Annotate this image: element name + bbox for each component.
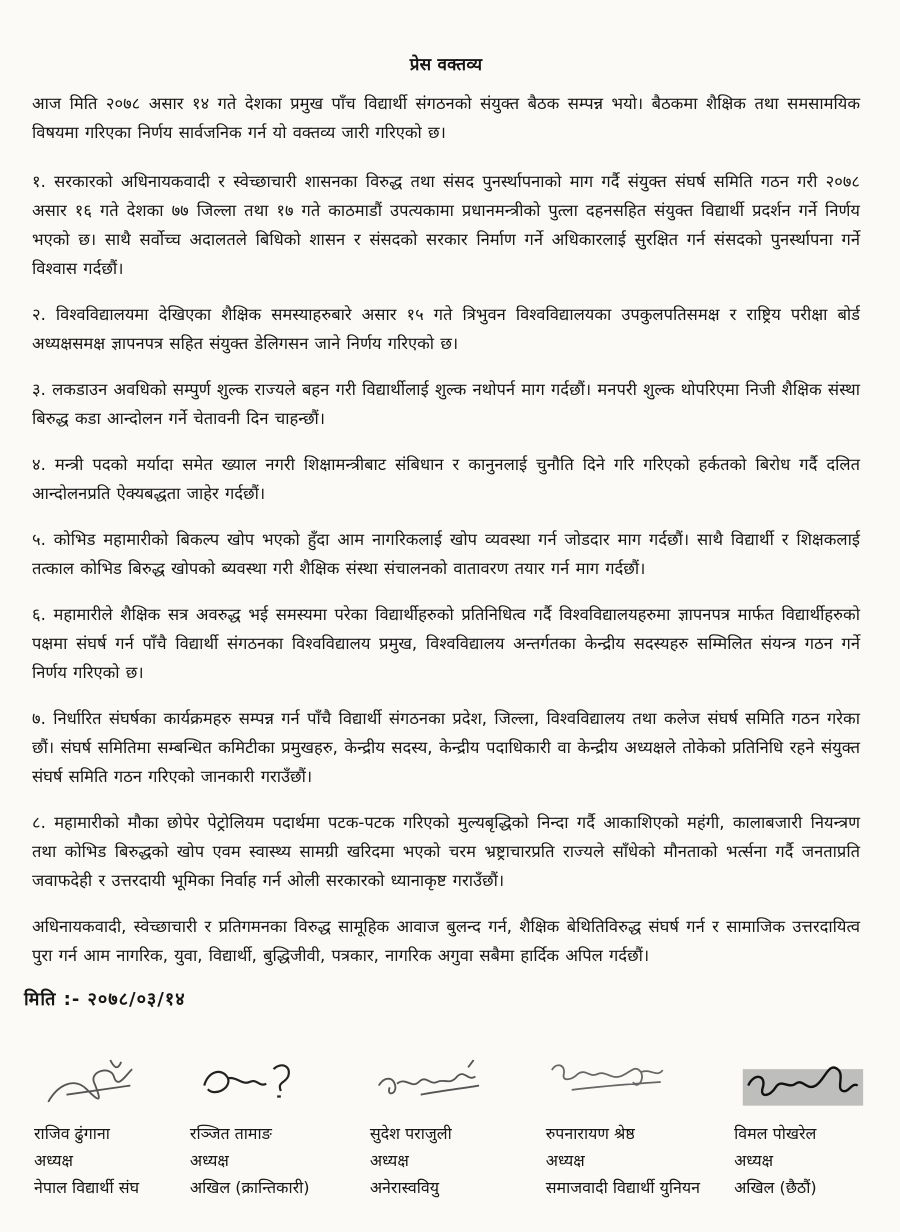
signatory-5-role: अध्यक्ष (734, 1151, 774, 1170)
signatory-1 (30, 1046, 176, 1226)
point-1-paragraph: १. सरकारको अधिनायकवादी र स्वेच्छाचारी शासनका विरुद्ध तथा संसद पुनर्स्थापनाको माग गर्दै संयुक्त संघर्ष समिति गठन गरी २०७८ असार १६ गते देशका ७७ जिल्ला तथा १७ गते काठमाडौं उपत्यकामा प्रधानमन्त्रीको पुत्ला दहनसहित संयुक्त विद्यार्थी प्रदर्शन गर्ने निर्णय भएको छ। साथै सर्वोच्च अदालतले बिधिको शासन र संसदको सरकार निर्माण गर्ने अधिकारलाई सुरक्षित गर्न संसदको पुनर्स्थापना गर्ने विश्वास गर्दछौं। (32, 172, 860, 278)
document-title: प्रेस वक्तव्य (409, 55, 483, 75)
point-5-paragraph: ५. कोभिड महामारीको बिकल्प खोप भएको हुँदा आम नागरिकलाई खोप व्यवस्था गर्न जोडदार माग गर्दछौं। साथै विद्यार्थी र शिक्षकलाई तत्काल कोभिड बिरुद्ध खोपको ब्यवस्था गरी शैक्षिक संस्था संचालनको वातावरण तयार गर्न माग गर्दछौं। (32, 530, 860, 578)
signature-block (24, 1046, 876, 1226)
signatory-3-name: सुदेश पराजुली (369, 1124, 452, 1143)
signature-mark-4 (542, 1046, 700, 1116)
signature-mark-5 (730, 1046, 876, 1116)
signatory-4-org: समाजवादी विद्यार्थी युनियन (545, 1178, 701, 1197)
point-3-paragraph: ३. लकडाउन अवधिको सम्पुर्ण शुल्क राज्यले बहन गरी विद्यार्थीलाई शुल्क नथोपर्न माग गर्दछौं। मनपरी शुल्क थोपरिएमा निजी शैक्षिक संस्था बिरुद्ध कडा आन्दोलन गर्ने चेतावनी दिन चाहन्छौं। (32, 380, 860, 428)
date-line: मिति :- २०७८/०३/१४ (24, 989, 186, 1010)
signatory-4-role: अध्यक्ष (545, 1151, 585, 1170)
signatory-5 (730, 1046, 876, 1226)
point-8-paragraph: ८. महामारीको मौका छोपेर पेट्रोलियम पदार्थमा पटक-पटक गरिएको मुल्यबृद्धिको निन्दा गर्दै आकाशिएको महंगी, कालाबजारी नियन्त्रण तथा कोभिड बिरुद्धको खोप एवम स्वास्थ्य सामग्री खरिदमा भएको चरम भ्रष्ट्राचारप्रति राज्यले साँधेको मौनताको भर्त्सना गर्दै जनताप्रति जवाफदेही र उत्तरदायी भूमिका निर्वाह गर्न ओली सरकारको ध्यानाकृष्ट गराउँछौं। (32, 813, 860, 890)
signature-mark-2 (186, 1046, 332, 1116)
point-2-paragraph: २. विश्वविद्यालयमा देखिएका शैक्षिक समस्याहरुबारे असार १५ गते त्रिभुवन विश्वविद्यालयका उपकुलपतिसमक्ष र राष्ट्रिय परीक्षा बोर्ड अध्यक्षसमक्ष ज्ञापनपत्र सहित संयुक्त डेलिगसन जाने निर्णय गरिएको छ। (32, 305, 860, 353)
signature-mark-3 (366, 1046, 512, 1116)
signatory-2-name: रञ्जित तामाङ (189, 1124, 272, 1143)
point-7-paragraph: ७. निर्धारित संघर्षका कार्यक्रमहरु सम्पन्न गर्न पाँचै विद्यार्थी संगठनका प्रदेश, जिल्ला, विश्वविद्यालय तथा कलेज संघर्ष समिति गठन गरेका छौं। संघर्ष समितिमा सम्बन्धित कमिटीका प्रमुखहरु, केन्द्रीय सदस्य, केन्द्रीय पदाधिकारी वा केन्द्रीय अध्यक्षले तोकेको प्रतिनिधि रहने संयुक्त संघर्ष समिति गठन गरिएको जानकारी गराउँछौं। (32, 709, 860, 786)
signatory-2-org: अखिल (क्रान्तिकारी) (189, 1178, 310, 1197)
signatory-2 (186, 1046, 332, 1226)
appeal-paragraph: अधिनायकवादी, स्वेच्छाचारी र प्रतिगमनका विरुद्ध सामूहिक आवाज बुलन्द गर्न, शैक्षिक बेथितिविरुद्ध संघर्ष गर्न र सामाजिक उत्तरदायित्व पुरा गर्न आम नागरिक, युवा, विद्यार्थी, बुद्धिजीवी, पत्रकार, नागरिक अगुवा सबैमा हार्दिक अपिल गर्दछौं। (32, 917, 860, 965)
signatory-1-name: राजिव ढुंगाना (34, 1124, 110, 1143)
intro-paragraph: आज मिति २०७८ असार १४ गते देशका प्रमुख पाँच विद्यार्थी संगठनको संयुक्त बैठक सम्पन्न भयो। बैठकमा शैक्षिक तथा समसामयिक विषयमा गरिएका निर्णय सार्वजनिक गर्न यो वक्तव्य जारी गरिएको छ। (32, 94, 860, 142)
signatory-3 (366, 1046, 512, 1226)
signatory-5-org: अखिल (छैठौं) (734, 1178, 817, 1197)
point-4-paragraph: ४. मन्त्री पदको मर्यादा समेत ख्याल नगरी शिक्षामन्त्रीबाट संबिधान र कानुनलाई चुनौति दिने गरि गरिएको हर्कतको बिरोध गर्दै दलित आन्दोलनप्रति ऐक्यबद्धता जाहेर गर्दछौं। (32, 455, 860, 503)
signatory-1-org: नेपाल विद्यार्थी संघ (34, 1178, 140, 1197)
point-6-paragraph: ६. महामारीले शैक्षिक सत्र अवरुद्ध भई समस्यमा परेका विद्यार्थीहरुको प्रतिनिधित्व गर्दै विश्वविद्यालयहरुमा ज्ञापनपत्र मार्फत विद्यार्थीहरुको पक्षमा संघर्ष गर्न पाँचै विद्यार्थी संगठनका विश्वविद्यालय प्रमुख, विश्वविद्यालय अन्तर्गतका केन्द्रीय सदस्यहरु सम्मिलित संयन्त्र गठन गर्ने निर्णय गरिएको छ। (32, 605, 860, 682)
signatory-4 (542, 1046, 700, 1226)
signatory-4-name: रुपनारायण श्रेष्ठ (545, 1124, 635, 1143)
signatory-3-role: अध्यक्ष (369, 1151, 409, 1170)
signatory-1-role: अध्यक्ष (34, 1151, 73, 1170)
signatory-5-name: विमल पोखरेल (734, 1124, 817, 1143)
signature-mark-1 (30, 1046, 176, 1116)
signatory-2-role: अध्यक्ष (189, 1151, 229, 1170)
signatory-3-org: अनेरास्ववियु (369, 1178, 440, 1197)
